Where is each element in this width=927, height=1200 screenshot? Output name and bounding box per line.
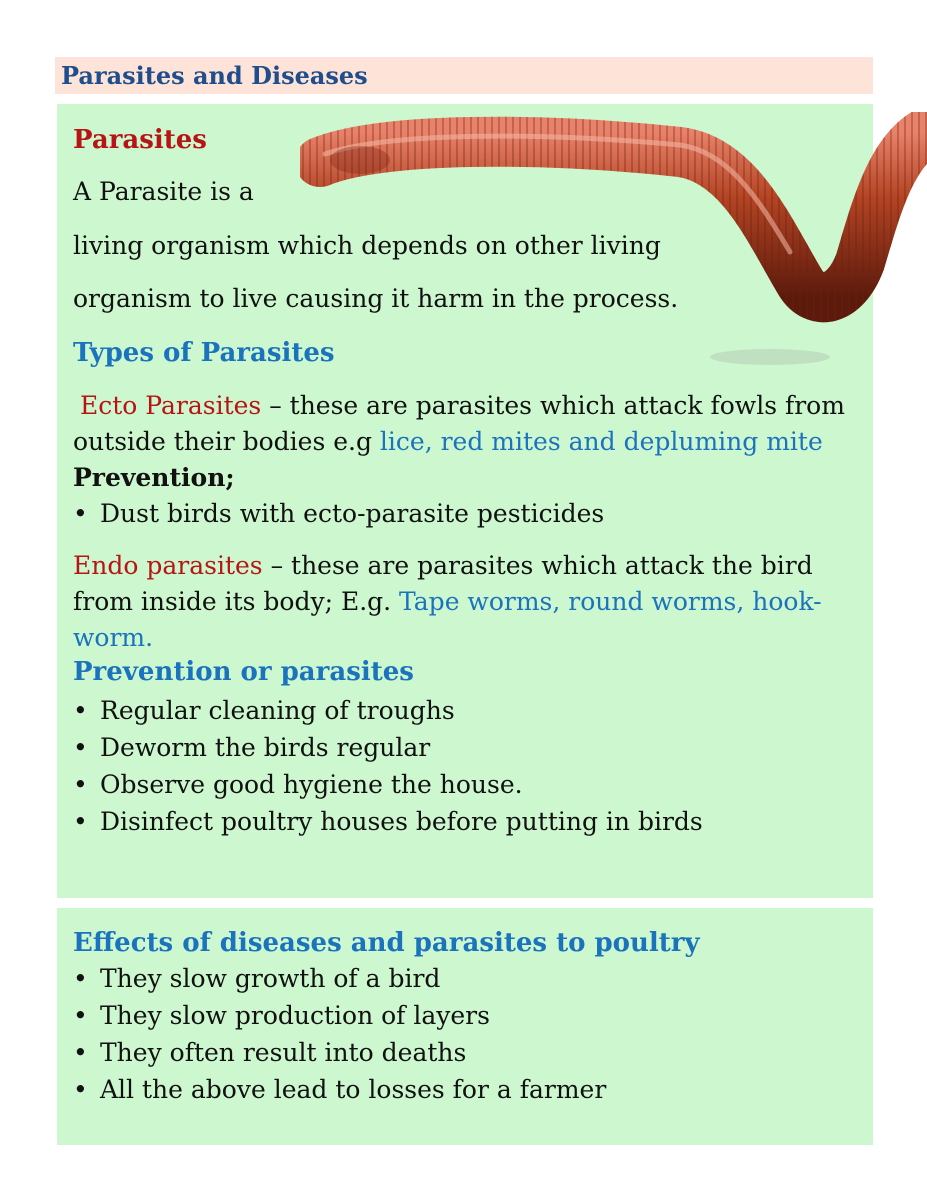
ecto-term: Ecto Parasites bbox=[80, 391, 262, 420]
types-heading: Types of Parasites bbox=[73, 338, 335, 368]
list-item: • All the above lead to losses for a farmer bbox=[73, 1072, 606, 1108]
list-item: • They slow growth of a bird bbox=[73, 961, 440, 997]
definition-line-1: A Parasite is a bbox=[73, 177, 254, 206]
bullet-icon: • bbox=[73, 696, 88, 725]
prevention-heading: Prevention or parasites bbox=[73, 657, 414, 687]
list-item: • Disinfect poultry houses before putting in birds bbox=[73, 804, 703, 840]
endo-examples-1: Tape worms, round worms, hook- bbox=[399, 587, 822, 616]
bullet-icon: • bbox=[73, 964, 88, 993]
ecto-line-1 bbox=[73, 388, 845, 424]
ecto-desc-1: – these are parasites which attack fowls from bbox=[261, 391, 845, 420]
endo-term: Endo parasites bbox=[73, 551, 263, 580]
endo-line-1 bbox=[73, 548, 813, 584]
bullet-icon: • bbox=[73, 1038, 88, 1067]
bullet-icon: • bbox=[73, 499, 88, 528]
bullet-icon: • bbox=[73, 1075, 88, 1104]
endo-examples-2: worm. bbox=[73, 623, 154, 652]
bullet-icon: • bbox=[73, 770, 88, 799]
ecto-line-2 bbox=[73, 424, 823, 460]
page-title: Parasites and Diseases bbox=[61, 61, 368, 90]
endo-desc-2: from inside its body; E.g. bbox=[73, 587, 400, 616]
earthworm-image bbox=[300, 112, 927, 372]
list-item: • Dust birds with ecto-parasite pesticides bbox=[73, 496, 604, 532]
bullet-icon: • bbox=[73, 807, 88, 836]
list-item: • They often result into deaths bbox=[73, 1035, 466, 1071]
effects-heading: Effects of diseases and parasites to poultry bbox=[73, 928, 700, 958]
ecto-desc-2: outside their bodies e.g bbox=[73, 427, 380, 456]
endo-desc-1: – these are parasites which attack the bird bbox=[262, 551, 813, 580]
list-item: • Observe good hygiene the house. bbox=[73, 767, 523, 803]
bullet-icon: • bbox=[73, 1001, 88, 1030]
effects-box bbox=[57, 908, 873, 1145]
list-item: • They slow production of layers bbox=[73, 998, 490, 1034]
list-item: • Deworm the birds regular bbox=[73, 730, 430, 766]
parasites-heading: Parasites bbox=[73, 125, 207, 155]
definition-line-2: living organism which depends on other living bbox=[73, 231, 661, 260]
list-item: • Regular cleaning of troughs bbox=[73, 693, 455, 729]
title-bar bbox=[55, 57, 873, 94]
ecto-examples: lice, red mites and depluming mite bbox=[379, 427, 823, 456]
definition-line-3: organism to live causing it harm in the process. bbox=[73, 284, 679, 313]
bullet-icon: • bbox=[73, 733, 88, 762]
endo-line-2 bbox=[73, 584, 822, 620]
ecto-prevention-label: Prevention; bbox=[73, 463, 235, 492]
